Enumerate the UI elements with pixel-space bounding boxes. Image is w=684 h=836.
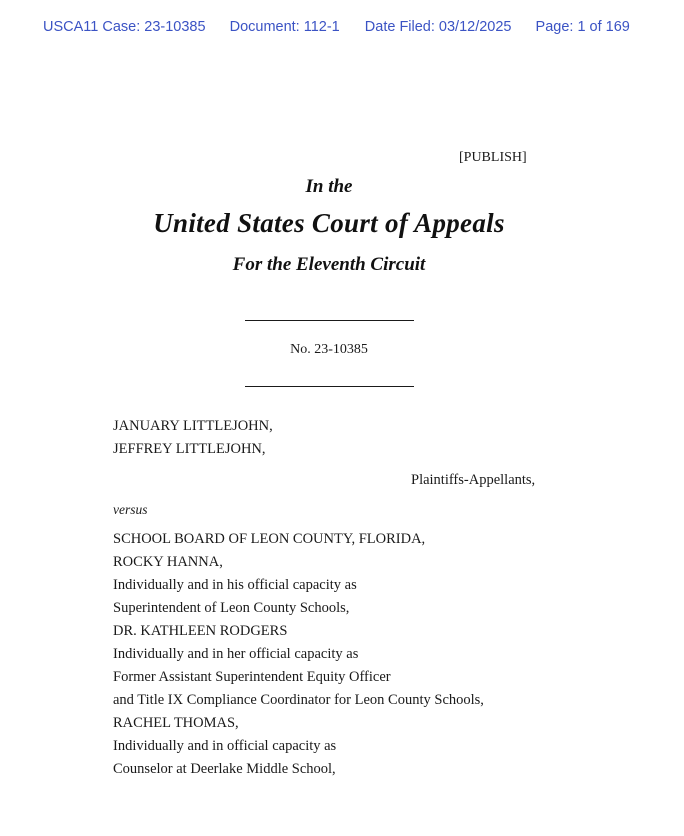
page-indicator: Page: 1 of 169	[535, 19, 630, 35]
plaintiff-name: JANUARY LITTLEJOHN,	[113, 418, 273, 434]
document-number: Document: 112-1	[229, 19, 340, 35]
versus-label: versus	[113, 502, 148, 517]
defendant-line: RACHEL THOMAS,	[113, 715, 239, 731]
defendant-line: ROCKY HANNA,	[113, 554, 223, 570]
defendant-line: Counselor at Deerlake Middle School,	[113, 761, 336, 777]
defendant-line: Superintendent of Leon County Schools,	[113, 600, 350, 616]
plaintiffs-role: Plaintiffs-Appellants,	[411, 472, 536, 488]
divider-top	[245, 320, 414, 321]
publish-tag: [PUBLISH]	[459, 150, 527, 165]
case-number: USCA11 Case: 23-10385	[43, 19, 206, 35]
filing-header	[43, 19, 674, 35]
defendant-line: and Title IX Compliance Coordinator for Leon County Schools,	[113, 692, 484, 708]
defendant-line: DR. KATHLEEN RODGERS	[113, 623, 288, 639]
defendant-line: Individually and in his official capacity as	[113, 577, 357, 593]
circuit-name: For the Eleventh Circuit	[232, 254, 426, 275]
date-filed: Date Filed: 03/12/2025	[364, 19, 512, 35]
court-name: United States Court of Appeals	[153, 208, 505, 238]
plaintiff-name: JEFFREY LITTLEJOHN,	[113, 441, 266, 457]
defendant-line: SCHOOL BOARD OF LEON COUNTY, FLORIDA,	[113, 531, 426, 547]
divider-bottom	[245, 386, 414, 387]
docket-number: No. 23-10385	[290, 342, 368, 357]
caption-in-the: In the	[305, 176, 353, 197]
defendant-line: Former Assistant Superintendent Equity Officer	[113, 669, 391, 685]
defendant-line: Individually and in her official capacity as	[113, 646, 359, 662]
defendant-line: Individually and in official capacity as	[113, 738, 337, 754]
